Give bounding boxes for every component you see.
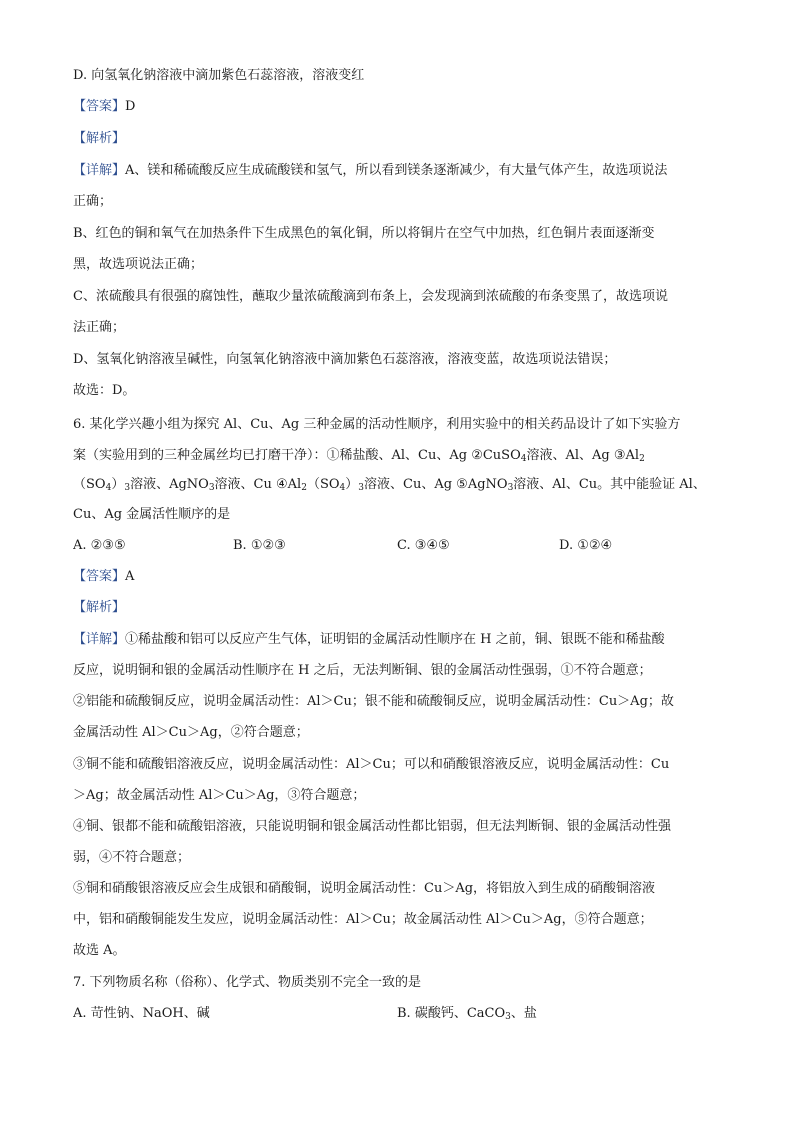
q6-stem-line-3: $(SO_4)_3$溶液、AgNO$_3$溶液、Cu $④Al_2(SO_4)_3$溶液、Cu、Ag ⑤AgNO$_3$溶液、Al、Cu。其中能验证 Al、	[73, 477, 706, 493]
q6-detail-10: 中，铝和硝酸铜能发生发应，说明金属活动性：Al＞Cu；故金属活动性 Al＞Cu＞Ag，⑤符合题意；	[73, 912, 653, 927]
q6-answer: 【答案】A	[73, 569, 135, 584]
q6-options	[73, 537, 733, 555]
q6-analysis-tag: 【解析】	[73, 600, 126, 615]
q5-answer: 【答案】D	[73, 99, 136, 114]
q7-option-a: A. 苛性钠、NaOH、碱	[73, 1006, 210, 1021]
q6-detail-7: ④铜、银都不能和硫酸铝溶液，只能说明铜和银金属活动性都比铝弱，但无法判断铜、银的金属活动性强	[73, 819, 672, 834]
q5-detail-c: C、浓硫酸具有很强的腐蚀性，蘸取少量浓硫酸滴到布条上，会发现滴到浓硫酸的布条变黑了，故选项说	[73, 289, 668, 304]
answer-tag: 【答案】	[73, 99, 126, 114]
q6-detail-2: 反应，说明铜和银的金属活动性顺序在 H 之后，无法判断铜、银的金属活动性强弱，①不符合题意；	[73, 663, 652, 678]
q5-detail-a-cont: 正确；	[73, 194, 113, 209]
q6-detail-3: ②铝能和硫酸铜反应，说明金属活动性：Al＞Cu；银不能和硫酸铜反应，说明金属活动性：Cu＞Ag；故	[73, 694, 674, 709]
q7-stem: 7. 下列物质名称（俗称）、化学式、物质类别不完全一致的是	[73, 975, 422, 990]
q6-conclusion: 故选 A。	[73, 943, 126, 958]
q5-detail-d: D、氢氧化钠溶液呈碱性，向氢氧化钠溶液中滴加紫色石蕊溶液，溶液变蓝，故选项说法错误；	[73, 352, 617, 367]
q5-detail-b: B、红色的铜和氧气在加热条件下生成黑色的氧化铜，所以将铜片在空气中加热，红色铜片表面逐渐变	[73, 226, 655, 241]
q6-detail-1: 【详解】①稀盐酸和铝可以反应产生气体，证明铝的金属活动性顺序在 H 之前，铜、银既不能和稀盐酸	[73, 632, 665, 647]
q6-stem-line-2: 案（实验用到的三种金属丝均已打磨干净）：①稀盐酸、Al、Cu、Ag ②CuSO$_4$溶液、Al、Ag $③Al_2$	[73, 448, 645, 464]
q6-option-b: B. ①②③	[233, 538, 286, 553]
q6-detail-9: ⑤铜和硝酸银溶液反应会生成银和硝酸铜，说明金属活动性：Cu＞Ag，将铝放入到生成的硝酸铜溶液	[73, 881, 656, 896]
q7-option-b: B. 碳酸钙、CaCO$_3$、盐	[397, 1006, 537, 1022]
q6-option-a: A. ②③⑤	[73, 538, 126, 553]
q5-analysis-tag: 【解析】	[73, 131, 126, 146]
q6-option-c: C. ③④⑤	[397, 538, 450, 553]
q5-detail-c-cont: 法正确；	[73, 320, 126, 335]
q6-detail-5: ③铜不能和硫酸铝溶液反应，说明金属活动性：Al＞Cu；可以和硝酸银溶液反应，说明金属活动性：Cu	[73, 757, 670, 772]
q6-detail-8: 弱，④不符合题意；	[73, 850, 191, 865]
detail-tag: 【详解】	[73, 163, 126, 178]
q6-option-d: D. ①②④	[559, 538, 613, 553]
q5-conclusion: 故选：D。	[73, 383, 136, 398]
q6-detail-4: 金属活动性 Al＞Cu＞Ag，②符合题意；	[73, 725, 309, 740]
q5-detail-a: 【详解】A、镁和稀硫酸反应生成硫酸镁和氢气，所以看到镁条逐渐减少，有大量气体产生，故选项说法	[73, 163, 668, 178]
q6-stem-line-4: Cu、Ag 金属活性顺序的是	[73, 507, 231, 522]
q5-option-d: D. 向氢氧化钠溶液中滴加紫色石蕊溶液，溶液变红	[73, 68, 365, 83]
q7-options	[73, 1005, 733, 1023]
q6-detail-6: ＞Ag；故金属活动性 Al＞Cu＞Ag，③符合题意；	[73, 788, 366, 803]
q6-stem-line-1: 6. 某化学兴趣小组为探究 Al、Cu、Ag 三种金属的活动性顺序，利用实验中的相关药品设计了如下实验方	[73, 417, 681, 432]
q5-detail-b-cont: 黑，故选项说法正确；	[73, 257, 204, 272]
